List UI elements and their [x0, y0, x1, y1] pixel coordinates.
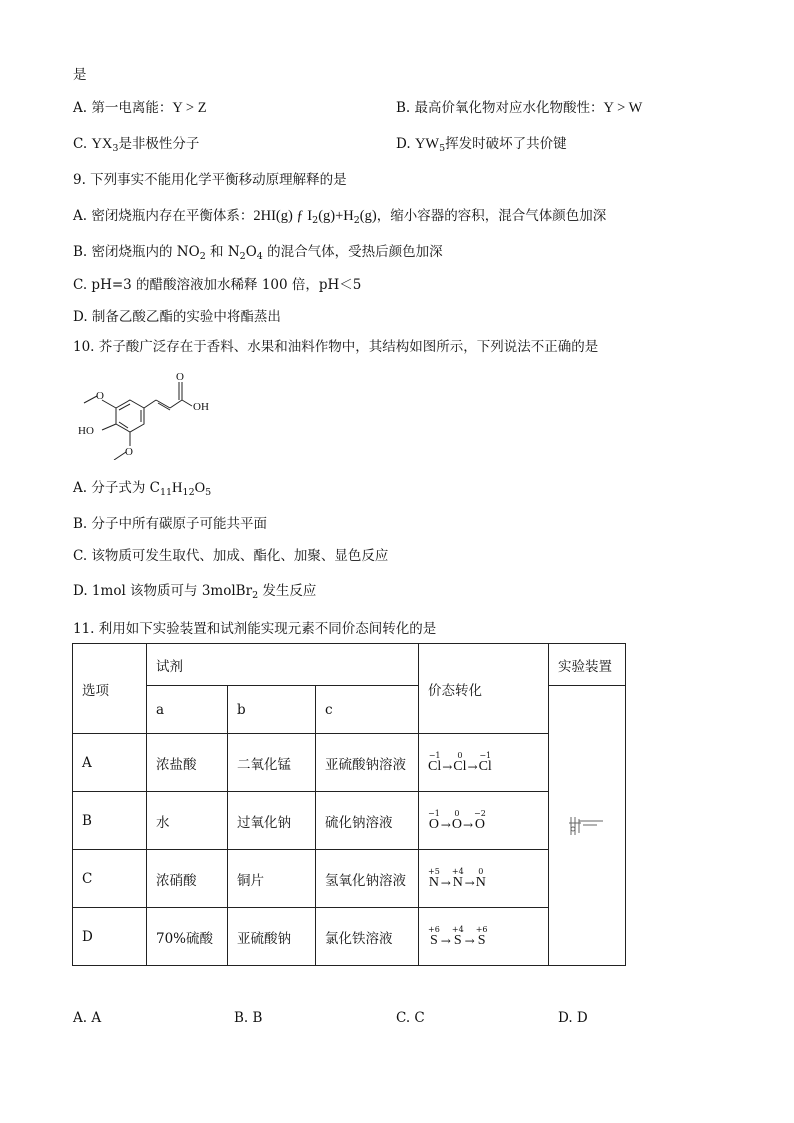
arrow-icon: → — [467, 759, 478, 774]
q11-row-b[interactable] — [73, 792, 626, 850]
q8-option-a-text: A. 第一电离能： — [73, 100, 173, 116]
q9-option-b-suffix: 的混合气体，受热后颜色加深 — [262, 244, 443, 260]
arrow-icon: → — [440, 817, 451, 832]
row-reagent-b: 亚硫酸钠 — [228, 908, 316, 966]
q9-option-b-sub2: 2 — [239, 251, 246, 262]
side-chain — [144, 400, 156, 408]
arrow-icon: → — [440, 875, 451, 890]
valence-species: −1 Cl — [478, 750, 492, 774]
apparatus-icon — [567, 809, 607, 839]
header-reagent: 试剂 — [147, 644, 419, 686]
q10-option-d-sub: 2 — [252, 590, 259, 601]
q11-row-a[interactable] — [73, 734, 626, 792]
row-reagent-a: 浓硝酸 — [147, 850, 228, 908]
answer-c[interactable]: C. C — [396, 1010, 425, 1026]
valence-species: +4 S — [451, 924, 464, 948]
row-option: B — [73, 792, 147, 850]
q8-option-c-prefix: C. — [73, 136, 92, 152]
q10-option-a-prefix: A. 分子式为 C — [73, 480, 160, 496]
svg-text:O: O — [125, 446, 133, 458]
phenol-ho-label: HO — [78, 425, 94, 437]
sinapic-acid-structure — [70, 370, 220, 460]
svg-text:O: O — [96, 390, 104, 402]
q9-option-d[interactable]: D. 制备乙酸乙酯的实验中将酯蒸出 — [73, 309, 281, 325]
q10-option-a-sub1: 11 — [159, 487, 173, 498]
q9-option-b-prefix: B. 密闭烧瓶内的 NO — [73, 244, 200, 260]
q8-option-d-prefix: D. — [396, 136, 415, 152]
q9-option-a-eq-sub2: 2 — [353, 215, 360, 226]
q11-row-d[interactable] — [73, 908, 626, 966]
row-option: D — [73, 908, 147, 966]
q9-option-c[interactable]: C. pH=3 的醋酸溶液加水稀释 100 倍，pH＜5 — [73, 277, 362, 293]
header-option: 选项 — [73, 644, 147, 734]
q9-option-a-prefix: A. 密闭烧瓶内存在平衡体系： — [73, 208, 254, 224]
phenol-bond — [102, 424, 116, 430]
row-valence-chain — [419, 734, 549, 792]
q8-option-b-text: B. 最高价氧化物对应水化物酸性： — [396, 100, 604, 116]
arrow-icon: → — [440, 933, 451, 948]
q9-option-b-sub1: 2 — [199, 251, 206, 262]
q8-option-d-suffix: 挥发时破坏了共价键 — [445, 136, 567, 152]
answer-d[interactable]: D. D — [558, 1010, 588, 1026]
q8-option-c-suffix: 是非极性分子 — [118, 136, 200, 152]
q11-row-c[interactable] — [73, 850, 626, 908]
row-reagent-b: 过氧化钠 — [228, 792, 316, 850]
q8-stem-tail: 是 — [73, 67, 87, 83]
q9-option-a-eq: 2HI(g) ƒ I — [253, 208, 313, 224]
row-reagent-a: 水 — [147, 792, 228, 850]
arrow-icon: → — [464, 933, 475, 948]
q8-option-a[interactable] — [73, 99, 207, 117]
row-reagent-a: 70%硫酸 — [147, 908, 228, 966]
answer-b[interactable]: B. B — [234, 1010, 263, 1026]
row-reagent-c: 亚硫酸钠溶液 — [316, 734, 419, 792]
valence-species: 0 N — [475, 866, 486, 890]
q10-option-d[interactable] — [73, 582, 316, 600]
row-reagent-b: 铜片 — [228, 850, 316, 908]
q10-option-a[interactable] — [73, 479, 211, 497]
header-valence: 价态转化 — [419, 644, 549, 734]
q8-option-b[interactable] — [396, 99, 642, 117]
header-a: a — [147, 686, 228, 734]
q10-option-c[interactable]: C. 该物质可发生取代、加成、酯化、加聚、显色反应 — [73, 548, 389, 564]
row-valence-chain — [419, 850, 549, 908]
header-apparatus: 实验装置 — [549, 644, 626, 686]
arrow-icon: → — [464, 875, 475, 890]
q10-option-a-sub3: 5 — [205, 487, 212, 498]
q11-table — [72, 643, 626, 966]
arrow-icon: → — [442, 759, 453, 774]
q9-option-b-mid: 和 N — [205, 244, 240, 260]
header-c: c — [316, 686, 419, 734]
valence-species: +6 S — [475, 924, 488, 948]
q10-option-a-o: O — [194, 480, 206, 496]
header-b: b — [228, 686, 316, 734]
q9-option-a[interactable] — [73, 207, 606, 225]
row-option: A — [73, 734, 147, 792]
q8-option-a-expr: Y > Z — [172, 100, 207, 116]
row-option: C — [73, 850, 147, 908]
methoxy-bond-upper — [102, 400, 116, 408]
q10-option-a-sub2: 12 — [182, 487, 195, 498]
valence-species: −1 O — [428, 808, 440, 832]
answer-a[interactable]: A. A — [73, 1010, 102, 1026]
row-valence-chain — [419, 792, 549, 850]
q8-option-c-sub: 3 — [112, 143, 119, 154]
benzene-ring — [116, 400, 144, 432]
q9-option-b-mid2: O — [245, 244, 257, 260]
q8-option-d-sub: 5 — [439, 143, 446, 154]
valence-species: +4 N — [451, 866, 464, 890]
valence-species: 0 O — [451, 808, 462, 832]
q9-option-a-eq-mid: (g)+H — [318, 208, 354, 224]
q10-option-a-h: H — [172, 480, 183, 496]
valence-species: +5 N — [428, 866, 440, 890]
q8-option-c-formula: YX — [91, 136, 113, 152]
row-reagent-c: 氢氧化钠溶液 — [316, 850, 419, 908]
q9-option-b-sub3: 4 — [256, 251, 263, 262]
row-reagent-a: 浓盐酸 — [147, 734, 228, 792]
q11-stem: 11. 利用如下实验装置和试剂能实现元素不同价态间转化的是 — [73, 621, 437, 637]
q9-option-a-eq-sub1: 2 — [312, 215, 319, 226]
q10-stem: 10. 芥子酸广泛存在于香料、水果和油料作物中，其结构如图所示，下列说法不正确的是 — [73, 339, 599, 355]
apparatus-cell — [549, 686, 626, 966]
row-reagent-c: 硫化钠溶液 — [316, 792, 419, 850]
valence-species: +6 S — [428, 924, 440, 948]
q9-option-b[interactable] — [73, 243, 443, 261]
q8-option-b-expr: Y > W — [603, 100, 643, 116]
q10-option-b[interactable]: B. 分子中所有碳原子可能共平面 — [73, 516, 268, 532]
q10-option-d-prefix: D. 1mol 该物质可与 3molBr — [73, 583, 253, 599]
q8-option-c[interactable] — [73, 135, 199, 153]
arrow-icon: → — [462, 817, 474, 832]
q9-stem: 9. 下列事实不能用化学平衡移动原理解释的是 — [73, 172, 347, 188]
q9-option-a-suffix: ，缩小容器的容积，混合气体颜色加深 — [376, 208, 607, 224]
carbonyl-oxygen: O — [176, 371, 184, 383]
valence-species: −1 Cl — [428, 750, 442, 774]
acid-oh-label: OH — [193, 401, 209, 413]
row-valence-chain — [419, 908, 549, 966]
q10-option-d-suffix: 发生反应 — [258, 583, 317, 599]
q9-option-a-eq-end: (g) — [359, 208, 377, 224]
q8-option-d-formula: YW — [414, 136, 440, 152]
valence-species: 0 Cl — [453, 750, 467, 774]
q8-option-d[interactable] — [396, 135, 567, 153]
row-reagent-b: 二氧化锰 — [228, 734, 316, 792]
valence-species: −2 O — [474, 808, 486, 832]
row-reagent-c: 氯化铁溶液 — [316, 908, 419, 966]
